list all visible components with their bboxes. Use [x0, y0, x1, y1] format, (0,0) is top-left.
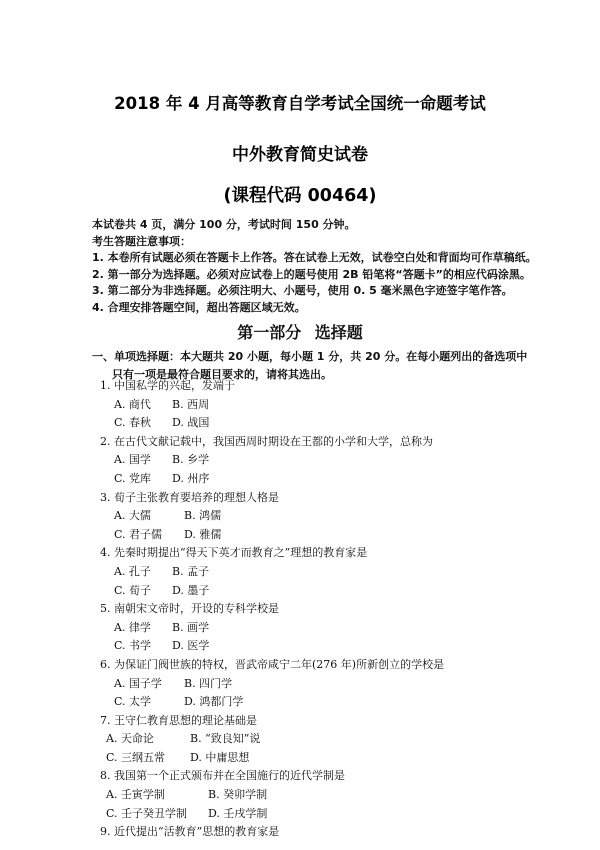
question-stem: 7. 王守仁教育思想的理论基础是 — [100, 713, 257, 727]
option-b: B. 四门学 — [184, 676, 233, 690]
option-d: D. 州序 — [172, 471, 210, 485]
exam-instructions — [92, 217, 562, 317]
option-c: C. 三纲五常 — [106, 750, 166, 764]
instructions-heading: 考生答题注意事项： — [92, 234, 191, 248]
option-a: A. 天命论 — [106, 732, 154, 746]
section-line: 一、单项选择题：本大题共 20 小题，每小题 1 分，共 20 分。在每小题列出的备选项中 — [92, 350, 528, 363]
option-d: D. 医学 — [172, 639, 210, 653]
question-stem: 9. 近代提出“活教育”思想的教育家是 — [100, 825, 280, 839]
options-row — [100, 526, 560, 545]
option-b: B. 癸卯学制 — [208, 788, 268, 802]
part-title: 第一部分 选择题 — [237, 323, 363, 342]
option-a: A. 国学 — [114, 453, 151, 467]
option-b: B. 鸿儒 — [184, 509, 222, 523]
option-d: D. 中庸思想 — [190, 750, 250, 764]
option-b: B. 画学 — [172, 620, 210, 634]
question-stem: 1. 中国私学的兴起，发端于 — [100, 379, 235, 392]
question-stem: 5. 南朝宋文帝时，开设的专科学校是 — [100, 602, 279, 616]
question-stem: 6. 为保证门阀世族的特权，晋武帝咸宁二年(276 年)所新创立的学校是 — [100, 657, 445, 671]
option-a: A. 壬寅学制 — [106, 788, 165, 802]
option-d: D. 墨子 — [172, 583, 210, 597]
options-row — [100, 675, 560, 694]
option-b: B. 乡学 — [172, 453, 210, 467]
option-b: B. “致良知”说 — [190, 732, 261, 746]
options-row — [100, 414, 560, 433]
exam-summary: 本试卷共 4 页，满分 100 分，考试时间 150 分钟。 — [92, 218, 356, 231]
option-a: A. 商代 — [114, 397, 151, 411]
option-c: C. 太学 — [114, 695, 152, 709]
options-row — [100, 619, 560, 638]
option-c: C. 君子儒 — [114, 527, 163, 541]
instruction-item: 2. 第一部分为选择题。必须对应试卷上的题号使用 2B 铅笔将“答题卡”的相应代码涂黑。 — [92, 267, 531, 281]
option-c: C. 春秋 — [114, 416, 152, 430]
option-a: A. 大儒 — [114, 509, 151, 523]
question-stem: 8. 我国第一个正式颁布并在全国施行的近代学制是 — [100, 769, 345, 783]
options-row — [100, 396, 560, 415]
options-row — [100, 693, 560, 712]
option-c: C. 壬子癸丑学制 — [106, 806, 188, 820]
options-row — [100, 507, 560, 526]
option-a: A. 孔子 — [114, 564, 151, 578]
option-d: D. 战国 — [172, 416, 210, 430]
option-d: D. 雅儒 — [184, 527, 222, 541]
options-row — [100, 637, 560, 656]
question-stem: 3. 荀子主张教育要培养的理想人格是 — [100, 490, 279, 504]
instruction-item: 4. 合理安排答题空间，超出答题区域无效。 — [92, 300, 306, 314]
instruction-item: 1. 本卷所有试题必须在答题卡上作答。答在试卷上无效，试卷空白处和背面均可作草稿纸。 — [92, 251, 537, 265]
options-row — [100, 786, 560, 805]
course-code: (课程代码 00464) — [223, 186, 377, 206]
option-c: C. 书学 — [114, 639, 152, 653]
section-line: 只有一项是最符合题目要求的，请将其选出。 — [112, 368, 332, 381]
options-row — [100, 730, 560, 749]
options-row — [100, 563, 560, 582]
question-list — [100, 377, 560, 842]
option-c: C. 荀子 — [114, 583, 152, 597]
options-row — [100, 749, 560, 768]
paper-title: 中外教育简史试卷 — [232, 145, 368, 165]
options-row — [100, 582, 560, 601]
option-a: A. 律学 — [114, 620, 151, 634]
question-stem: 4. 先秦时期提出“得天下英才而教育之”理想的教育家是 — [100, 546, 368, 560]
question-stem: 2. 在古代文献记载中，我国西周时期设在王都的小学和大学，总称为 — [100, 434, 433, 448]
option-a: A. 国子学 — [114, 676, 162, 690]
option-c: C. 党库 — [114, 471, 152, 485]
options-row — [100, 470, 560, 489]
option-d: D. 鸿都门学 — [184, 695, 244, 709]
option-b: B. 西周 — [172, 397, 210, 411]
exam-title: 2018 年 4 月高等教育自学考试全国统一命题考试 — [114, 94, 486, 113]
option-b: B. 孟子 — [172, 564, 210, 578]
options-row — [100, 451, 560, 470]
instruction-item: 3. 第二部分为非选择题。必须注明大、小题号，使用 0. 5 毫米黑色字迹签字笔作答。 — [92, 284, 513, 298]
options-row — [100, 805, 560, 824]
option-d: D. 壬戌学制 — [208, 806, 268, 820]
